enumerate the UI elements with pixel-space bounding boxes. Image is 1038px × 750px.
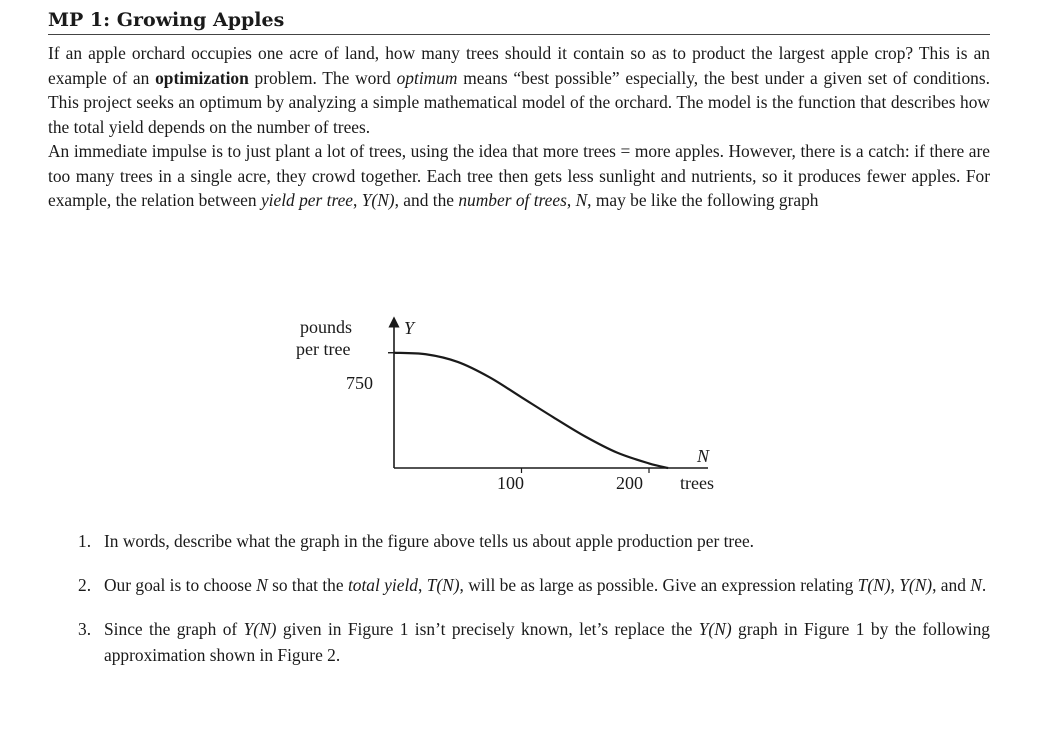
math-TN: T(N): [426, 575, 460, 595]
math-N: N: [575, 190, 588, 210]
y-axis-label-line1: pounds: [300, 317, 353, 337]
term-optimization: optimization: [155, 67, 249, 88]
q2-text-g: , will be as large as possible. Give an expression relating: [459, 575, 858, 595]
term-total-yield: total yield: [347, 575, 418, 595]
x-tick-label-100: 100: [497, 473, 524, 493]
section-title: MP 1: Growing Apples: [48, 8, 990, 35]
question-text: [104, 572, 990, 598]
question-number: 1.: [78, 531, 92, 551]
x-axis-symbol: N: [697, 446, 710, 466]
intro-paragraph: [48, 41, 990, 139]
catch-text-5: , may be like the following graph: [587, 190, 819, 210]
math-YN: Y(N): [698, 619, 732, 639]
catch-text-2: ,: [353, 190, 362, 210]
question-3: [78, 616, 990, 668]
catch-text-4: ,: [566, 190, 576, 210]
question-2: [78, 572, 990, 598]
question-1: [78, 528, 990, 554]
x-axis-unit-label: trees: [680, 473, 714, 493]
catch-text-1: An immediate impulse is to just plant a lot of trees, using the idea that more trees = more apples. However, there is a catch: if there are too many trees in a single acre, they crowd together. Each tree then gets less sunlight and nutrients, so it produces fewer apples. For example, the relation between: [48, 141, 990, 210]
math-N: N: [970, 575, 982, 595]
q2-text-a: Our goal is to choose: [104, 575, 257, 595]
q3-text-c: given in Figure 1 isn’t precisely known, let’s replace the: [276, 619, 699, 639]
q3-text-a: Since the graph of: [104, 619, 244, 639]
term-yield-per-tree: yield per tree: [260, 190, 354, 210]
x-tick-label-200: 200: [616, 473, 643, 493]
intro-text-3: means “best possible” especially, the best under a given set of conditions. This project seeks an optimum by analyzing a simple mathematical model of the orchard. The model is the function that describes how the total yield depends on the number of trees.: [48, 67, 990, 137]
question-number: 3.: [78, 619, 92, 639]
question-text: In words, describe what the graph in the figure above tells us about apple production per tree.: [104, 531, 755, 551]
q3-text-e: graph in Figure 1 by the following approximation shown in Figure 2.: [104, 619, 990, 665]
catch-text-3: , and the: [394, 190, 459, 210]
math-YN: Y(N): [361, 190, 395, 210]
math-N: N: [256, 575, 268, 595]
term-number-of-trees: number of trees: [458, 190, 567, 210]
intro-text-1: If an apple orchard occupies one acre of land, how many trees should it contain so as to product the largest apple crop? This is an example of an: [48, 43, 990, 88]
intro-text-2: problem. The word: [248, 67, 397, 88]
q2-text-e: ,: [417, 575, 427, 595]
q2-text-i: ,: [890, 575, 900, 595]
math-TN: T(N): [857, 575, 891, 595]
term-optimum: optimum: [396, 67, 458, 88]
q2-text-k: , and: [932, 575, 971, 595]
math-YN: Y(N): [243, 619, 277, 639]
document-page: [48, 8, 990, 213]
catch-paragraph: [48, 139, 990, 213]
q2-text-c: so that the: [267, 575, 348, 595]
y-tick-label-750: 750: [346, 373, 373, 393]
y-axis-symbol: Y: [404, 318, 415, 338]
question-text: [104, 616, 990, 668]
math-YN: Y(N): [899, 575, 933, 595]
question-number: 2.: [78, 575, 92, 595]
question-list: [78, 528, 990, 686]
yield-curve: [394, 353, 668, 468]
y-axis-label-line2: per tree: [296, 339, 351, 359]
q2-text-m: .: [981, 575, 987, 595]
